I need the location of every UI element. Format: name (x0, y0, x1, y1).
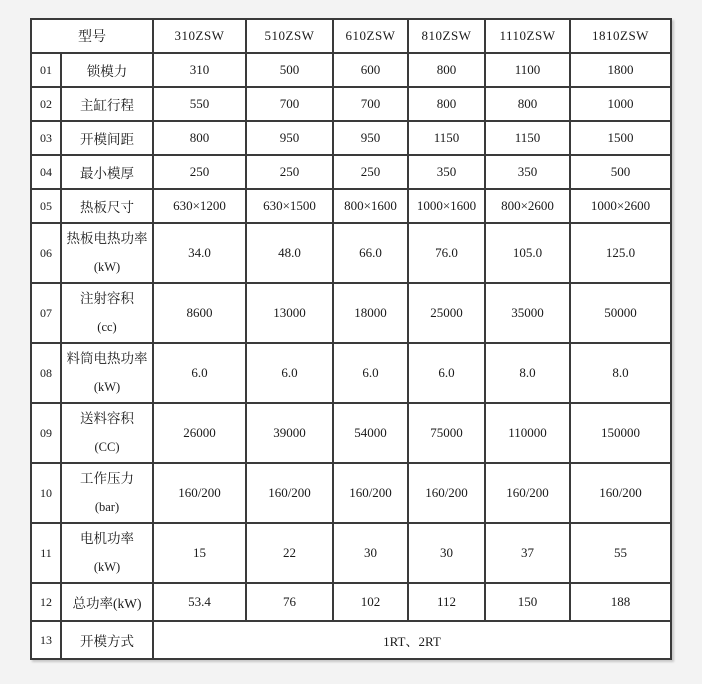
value-cell: 39000 (246, 403, 333, 463)
row-number: 13 (31, 621, 61, 659)
value-cell: 1500 (570, 121, 671, 155)
row-unit-text: (kW) (93, 560, 121, 574)
value-cell: 950 (333, 121, 408, 155)
spec-table-body (31, 53, 671, 659)
value-cell: 50000 (570, 283, 671, 343)
value-cell: 105.0 (485, 223, 570, 283)
value-cell: 25000 (408, 283, 485, 343)
value-cell: 160/200 (485, 463, 570, 523)
value-cell: 800 (153, 121, 246, 155)
value-cell: 1000×2600 (570, 189, 671, 223)
row-label (61, 121, 153, 155)
value-cell: 800 (408, 87, 485, 121)
table-row (31, 621, 671, 659)
value-cell: 1150 (485, 121, 570, 155)
value-cell: 250 (333, 155, 408, 189)
spec-table (30, 18, 672, 660)
row-unit-text: (kW) (93, 260, 121, 274)
value-cell: 6.0 (246, 343, 333, 403)
value-cell: 8.0 (485, 343, 570, 403)
row-label (61, 87, 153, 121)
value-cell: 13000 (246, 283, 333, 343)
row-unit-text: (bar) (94, 500, 120, 514)
row-label (61, 155, 153, 189)
row-number: 12 (31, 583, 61, 621)
table-row (31, 53, 671, 87)
value-cell: 1800 (570, 53, 671, 87)
row-label (61, 53, 153, 87)
row-label-text: 锁模力 (86, 64, 128, 79)
value-cell: 53.4 (153, 583, 246, 621)
value-cell: 700 (333, 87, 408, 121)
header-model-cell: 310ZSW (153, 19, 246, 53)
table-row (31, 523, 671, 583)
value-cell: 350 (408, 155, 485, 189)
value-cell: 250 (246, 155, 333, 189)
row-number: 10 (31, 463, 61, 523)
value-cell: 6.0 (153, 343, 246, 403)
row-label-text: 总功率(kW) (72, 596, 142, 611)
row-number: 04 (31, 155, 61, 189)
value-cell: 35000 (485, 283, 570, 343)
row-number: 01 (31, 53, 61, 87)
value-cell: 76 (246, 583, 333, 621)
table-row (31, 223, 671, 283)
row-label (61, 523, 153, 583)
row-label-text: 热板尺寸 (80, 200, 134, 215)
row-number: 11 (31, 523, 61, 583)
row-label (61, 621, 153, 659)
value-cell: 150 (485, 583, 570, 621)
value-cell: 500 (246, 53, 333, 87)
value-cell: 26000 (153, 403, 246, 463)
row-label-text: 电机功率 (80, 531, 134, 546)
value-cell: 15 (153, 523, 246, 583)
row-label (61, 463, 153, 523)
value-cell: 350 (485, 155, 570, 189)
row-label (61, 283, 153, 343)
value-cell: 630×1500 (246, 189, 333, 223)
value-cell: 250 (153, 155, 246, 189)
value-cell: 1100 (485, 53, 570, 87)
value-cell: 1000×1600 (408, 189, 485, 223)
header-model-cell: 510ZSW (246, 19, 333, 53)
row-label (61, 189, 153, 223)
row-label-text: 开模间距 (80, 132, 134, 147)
value-cell: 8600 (153, 283, 246, 343)
corner-header-cell: 型号 (31, 19, 153, 53)
row-number: 06 (31, 223, 61, 283)
value-cell: 102 (333, 583, 408, 621)
value-cell: 30 (333, 523, 408, 583)
value-cell: 30 (408, 523, 485, 583)
value-cell: 150000 (570, 403, 671, 463)
row-number: 08 (31, 343, 61, 403)
value-cell: 800 (485, 87, 570, 121)
value-cell: 66.0 (333, 223, 408, 283)
value-cell: 160/200 (246, 463, 333, 523)
table-row (31, 403, 671, 463)
row-number: 02 (31, 87, 61, 121)
row-number: 05 (31, 189, 61, 223)
row-label (61, 403, 153, 463)
value-cell: 110000 (485, 403, 570, 463)
value-cell: 550 (153, 87, 246, 121)
value-cell: 54000 (333, 403, 408, 463)
value-cell: 55 (570, 523, 671, 583)
value-cell: 75000 (408, 403, 485, 463)
row-label-text: 主缸行程 (80, 98, 134, 113)
row-label (61, 223, 153, 283)
value-cell: 1000 (570, 87, 671, 121)
row-number: 03 (31, 121, 61, 155)
table-row (31, 121, 671, 155)
table-row (31, 343, 671, 403)
value-cell: 800×1600 (333, 189, 408, 223)
row-label (61, 343, 153, 403)
value-cell: 310 (153, 53, 246, 87)
header-row (31, 19, 671, 53)
value-cell: 112 (408, 583, 485, 621)
value-cell: 160/200 (153, 463, 246, 523)
row-label-text: 最小模厚 (80, 166, 134, 181)
value-cell: 48.0 (246, 223, 333, 283)
row-unit-text: (cc) (97, 320, 117, 334)
row-label-text: 开模方式 (80, 634, 134, 649)
value-cell: 160/200 (570, 463, 671, 523)
value-cell: 6.0 (333, 343, 408, 403)
row-label-text: 工作压力 (80, 471, 134, 486)
header-model-cell: 1110ZSW (485, 19, 570, 53)
value-cell: 22 (246, 523, 333, 583)
header-model-cell: 1810ZSW (570, 19, 671, 53)
table-row (31, 87, 671, 121)
spec-sheet (30, 18, 672, 660)
row-label-text: 注射容积 (80, 291, 134, 306)
row-unit-text: (kW) (93, 380, 121, 394)
header-model-cell: 810ZSW (408, 19, 485, 53)
row-label-text: 料筒电热功率 (66, 351, 148, 366)
value-cell: 600 (333, 53, 408, 87)
table-row (31, 283, 671, 343)
table-row (31, 583, 671, 621)
value-cell: 800×2600 (485, 189, 570, 223)
value-cell: 18000 (333, 283, 408, 343)
value-cell: 160/200 (333, 463, 408, 523)
merged-value-cell: 1RT、2RT (153, 621, 671, 659)
value-cell: 6.0 (408, 343, 485, 403)
value-cell: 76.0 (408, 223, 485, 283)
value-cell: 8.0 (570, 343, 671, 403)
row-number: 07 (31, 283, 61, 343)
header-model-cell: 610ZSW (333, 19, 408, 53)
table-row (31, 189, 671, 223)
value-cell: 188 (570, 583, 671, 621)
value-cell: 800 (408, 53, 485, 87)
row-unit-text: (CC) (94, 440, 120, 454)
value-cell: 34.0 (153, 223, 246, 283)
value-cell: 700 (246, 87, 333, 121)
value-cell: 950 (246, 121, 333, 155)
value-cell: 500 (570, 155, 671, 189)
value-cell: 160/200 (408, 463, 485, 523)
value-cell: 1150 (408, 121, 485, 155)
row-label-text: 热板电热功率 (66, 231, 148, 246)
table-row (31, 463, 671, 523)
table-row (31, 155, 671, 189)
value-cell: 125.0 (570, 223, 671, 283)
row-label (61, 583, 153, 621)
row-label-text: 送料容积 (80, 411, 134, 426)
value-cell: 37 (485, 523, 570, 583)
row-number: 09 (31, 403, 61, 463)
value-cell: 630×1200 (153, 189, 246, 223)
